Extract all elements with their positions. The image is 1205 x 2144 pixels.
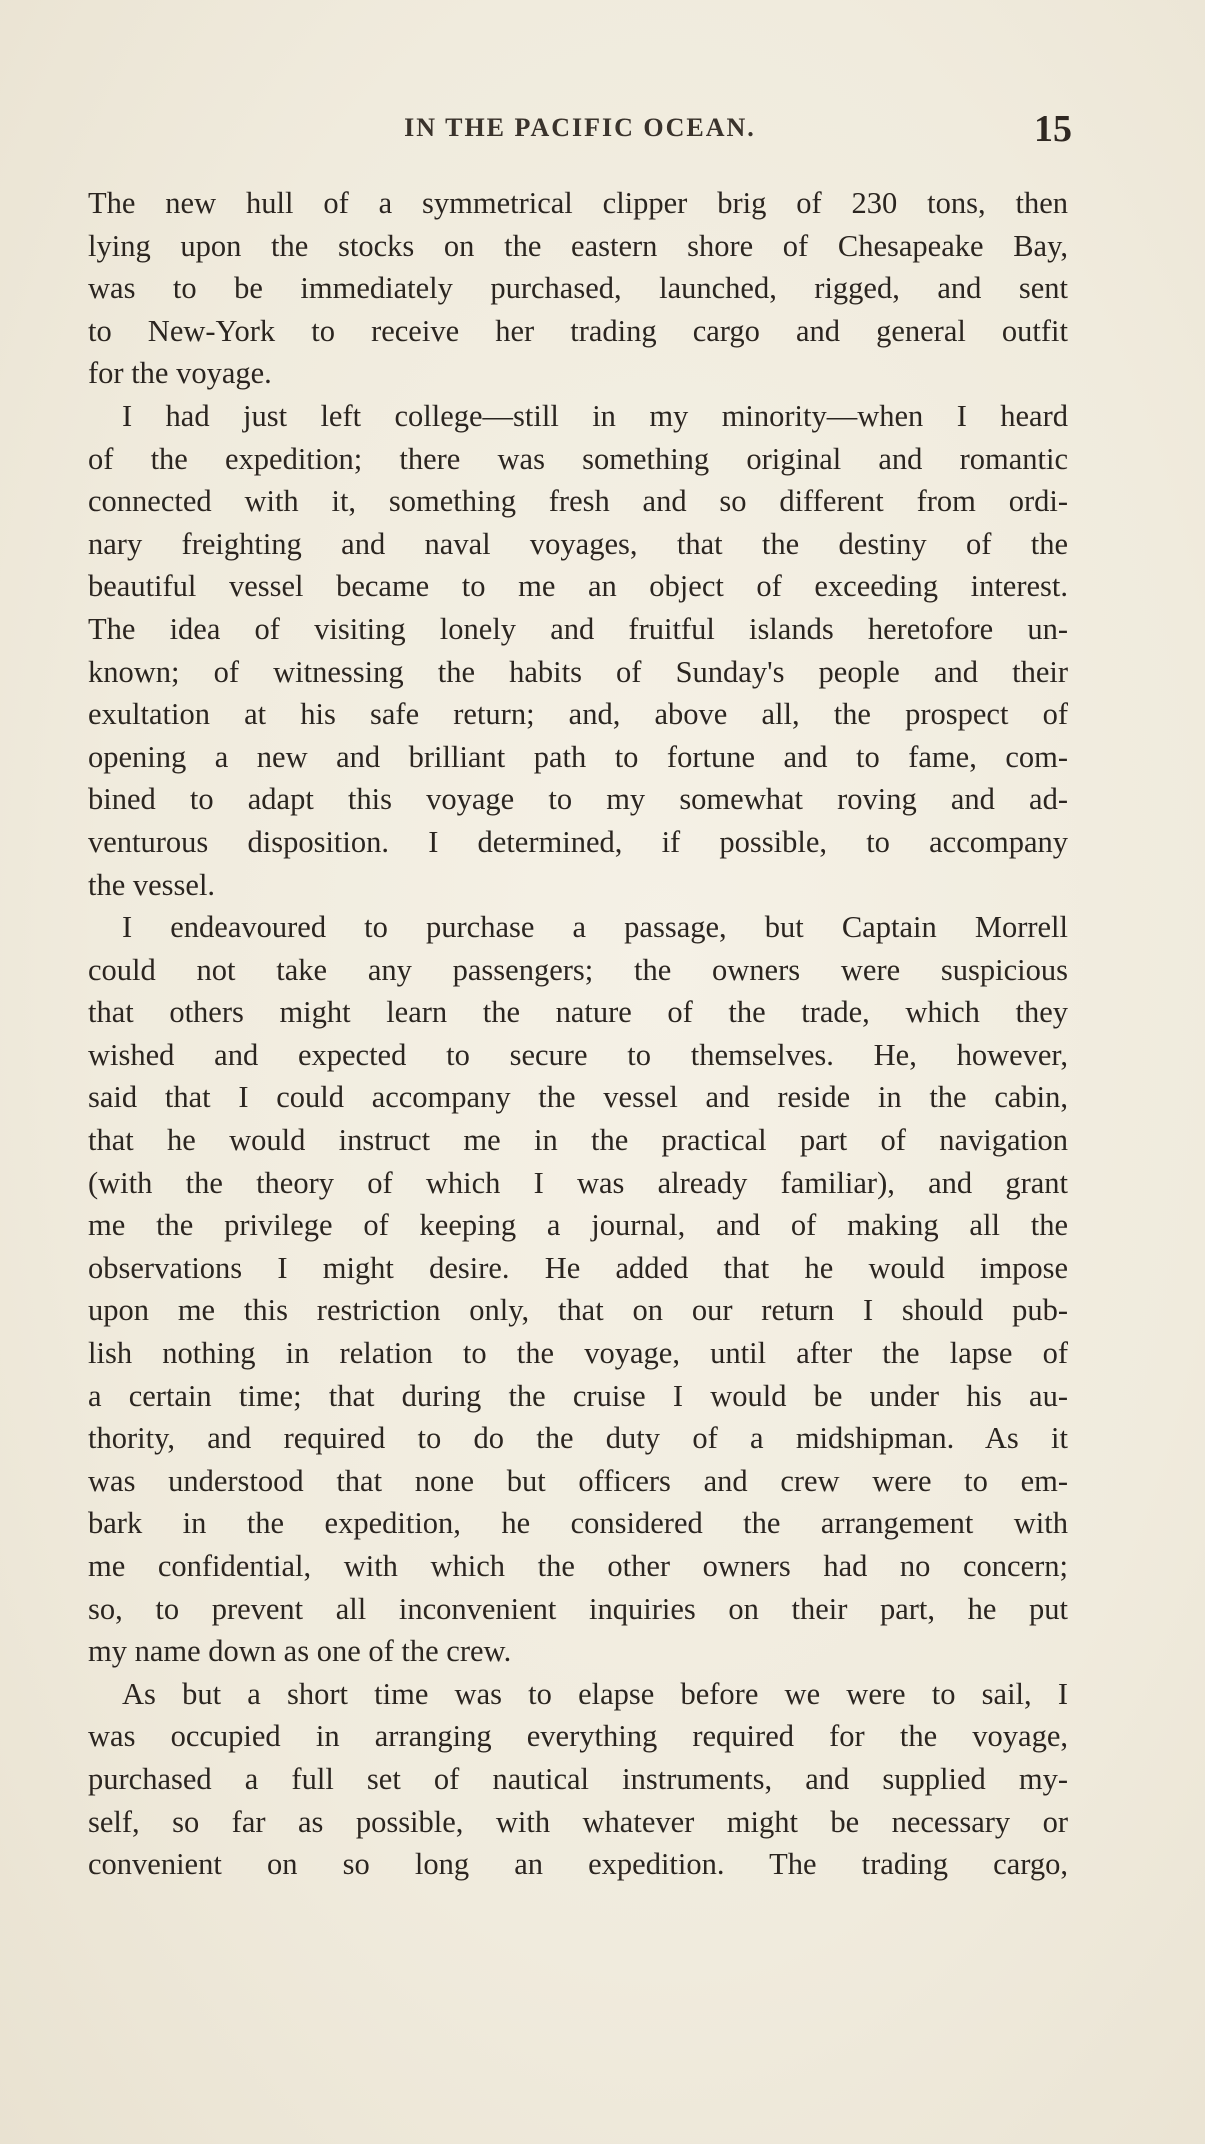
text-line: opening a new and brilliant path to fortune and to fame, com-	[88, 739, 1068, 774]
text-line: lying upon the stocks on the eastern shore of Chesapeake Bay,	[88, 228, 1068, 263]
text-line: The idea of visiting lonely and fruitful islands heretofore un-	[88, 611, 1068, 646]
text-line: nary freighting and naval voyages, that the destiny of the	[88, 526, 1068, 561]
text-line: could not take any passengers; the owners were suspicious	[88, 952, 1068, 987]
text-line: lish nothing in relation to the voyage, until after the lapse of	[88, 1336, 1068, 1371]
text-line: connected with it, something fresh and so different from ordi-	[88, 484, 1068, 519]
text-line: upon me this restriction only, that on our return I should pub-	[88, 1293, 1068, 1328]
text-line: bined to adapt this voyage to my somewhat roving and ad-	[88, 782, 1068, 817]
text-line: for the voyage.	[88, 356, 272, 391]
paragraph-start-line: I had just left college—still in my minority—when I heard	[122, 398, 1068, 433]
running-title: IN THE PACIFIC OCEAN.	[404, 113, 756, 142]
body-text	[88, 182, 1068, 1886]
text-line: convenient on so long an expedition. The trading cargo,	[88, 1847, 1068, 1882]
running-head	[88, 107, 1072, 153]
page-number: 15	[1034, 108, 1072, 150]
text-line: self, so far as possible, with whatever might be necessary or	[88, 1804, 1068, 1839]
text-line: that others might learn the nature of the trade, which they	[88, 995, 1068, 1030]
text-line: bark in the expedition, he considered the arrangement with	[88, 1506, 1068, 1541]
text-line: venturous disposition. I determined, if possible, to accompany	[88, 824, 1068, 859]
text-line: thority, and required to do the duty of a midshipman. As it	[88, 1421, 1068, 1456]
text-line: my name down as one of the crew.	[88, 1634, 512, 1669]
text-line: beautiful vessel became to me an object of exceeding interest.	[88, 569, 1068, 604]
text-line: was to be immediately purchased, launched, rigged, and sent	[88, 271, 1068, 306]
text-line: was understood that none but officers and crew were to em-	[88, 1463, 1068, 1498]
text-line: me confidential, with which the other owners had no concern;	[88, 1549, 1068, 1583]
text-line: exultation at his safe return; and, above all, the prospect of	[88, 697, 1068, 732]
text-line: me the privilege of keeping a journal, and of making all the	[88, 1208, 1068, 1243]
text-line: known; of witnessing the habits of Sunday's people and their	[88, 654, 1068, 689]
text-line: (with the theory of which I was already familiar), and grant	[88, 1165, 1068, 1200]
text-line: wished and expected to secure to themselves. He, however,	[88, 1037, 1068, 1072]
text-line: so, to prevent all inconvenient inquiries on their part, he put	[88, 1591, 1068, 1626]
text-line: the vessel.	[88, 867, 216, 902]
text-line: to New-York to receive her trading cargo and general outfit	[88, 313, 1068, 348]
text-line: was occupied in arranging everything required for the voyage,	[88, 1719, 1068, 1754]
text-line: said that I could accompany the vessel and reside in the cabin,	[88, 1080, 1068, 1115]
text-line: The new hull of a symmetrical clipper brig of 230 tons, then	[88, 186, 1068, 220]
text-line: purchased a full set of nautical instruments, and supplied my-	[88, 1761, 1068, 1796]
text-line: of the expedition; there was something original and romantic	[88, 441, 1068, 476]
text-line: a certain time; that during the cruise I would be under his au-	[88, 1378, 1068, 1413]
text-line: observations I might desire. He added that he would impose	[88, 1250, 1068, 1285]
paragraph-start-line: As but a short time was to elapse before we were to sail, I	[122, 1676, 1068, 1711]
paragraph-start-line: I endeavoured to purchase a passage, but Captain Morrell	[122, 910, 1068, 945]
text-line: that he would instruct me in the practical part of navigation	[88, 1123, 1068, 1158]
